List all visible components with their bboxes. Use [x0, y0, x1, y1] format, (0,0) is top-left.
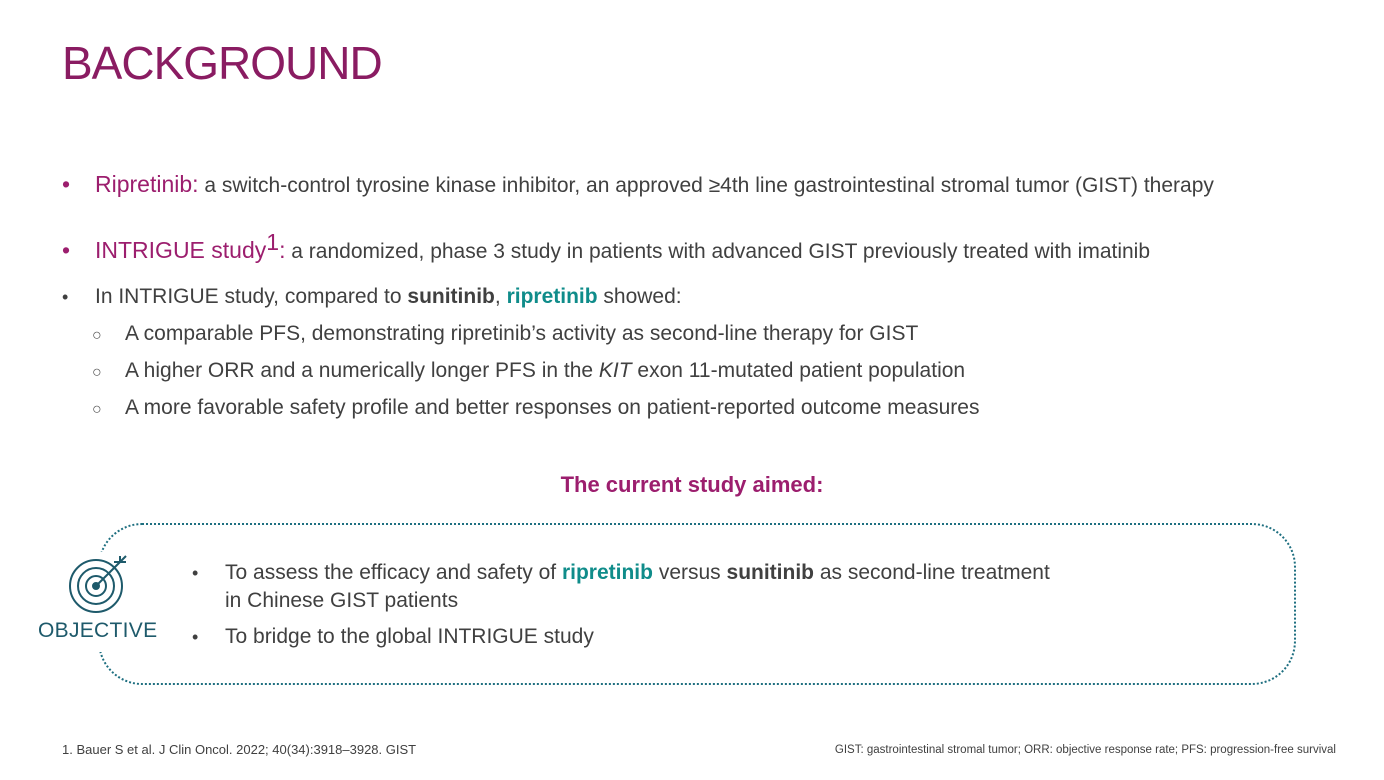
footnote-reference: 1. Bauer S et al. J Clin Oncol. 2022; 40(34):3918–3928. GIST [62, 742, 417, 757]
text: To assess the efficacy and safety of [225, 561, 562, 584]
bullet-marker: • [192, 563, 199, 583]
sub-bullet-pfs [92, 322, 918, 346]
sub-bullet-text: A comparable PFS, demonstrating ripretinib’s activity as second-line therapy for GIST [125, 322, 919, 345]
bullet-lead: INTRIGUE study [95, 237, 267, 263]
sub-bullet-text: A higher ORR and a numerically longer PFS in the [125, 359, 599, 382]
objective-label: OBJECTIVE [38, 619, 158, 642]
text: To bridge to the global INTRIGUE study [225, 625, 594, 648]
bullet-lead: Ripretinib: [95, 171, 199, 197]
sub-bullet-marker: ○ [92, 401, 102, 418]
ripretinib-text: ripretinib [561, 561, 653, 584]
bullet-comparison [62, 285, 682, 309]
bullet-marker: • [62, 287, 69, 307]
text: versus [652, 561, 727, 584]
sub-bullet-text: A more favorable safety profile and better responses on patient-reported outcome measures [125, 396, 980, 419]
sub-bullet-safety [92, 396, 979, 420]
sunitinib-text: sunitinib [726, 561, 815, 584]
sub-bullet-text: exon 11-mutated patient population [631, 359, 966, 382]
sub-bullet-marker: ○ [92, 327, 102, 344]
footnote-abbreviations: GIST: gastrointestinal stromal tumor; ORR: objective response rate; PFS: progression-free survival [834, 744, 1336, 756]
target-arrow-icon [36, 552, 160, 622]
colon: : [279, 237, 286, 263]
sub-bullet-marker: ○ [92, 364, 102, 381]
sub-bullet-orr [92, 359, 965, 383]
bullet-ripretinib [62, 171, 1214, 198]
objective-item-bridge [192, 623, 594, 651]
text: in Chinese GIST patients [225, 589, 459, 612]
sunitinib-text: sunitinib [407, 285, 495, 308]
page-title: BACKGROUND [62, 37, 382, 89]
objective-item-assess [192, 559, 1050, 615]
bullet-text: a randomized, phase 3 study in patients with advanced GIST previously treated with imatinib [285, 240, 1151, 263]
ripretinib-text: ripretinib [506, 285, 598, 308]
bullet-text: a switch-control tyrosine kinase inhibitor, an approved ≥4th line gastrointestinal stromal tumor (GIST) therapy [198, 174, 1214, 197]
superscript: 1 [266, 229, 280, 255]
text: In INTRIGUE study, compared to [95, 285, 408, 308]
text: as second-line treatment [814, 561, 1050, 584]
text: , [494, 285, 507, 308]
bullet-marker: • [62, 237, 71, 263]
bullet-intrigue [62, 229, 1150, 264]
kit-text: KIT [598, 359, 632, 382]
bullet-marker: • [192, 627, 199, 647]
text: showed: [597, 285, 682, 308]
bullet-marker: • [62, 171, 71, 197]
study-aim-heading: The current study aimed: [560, 472, 824, 497]
